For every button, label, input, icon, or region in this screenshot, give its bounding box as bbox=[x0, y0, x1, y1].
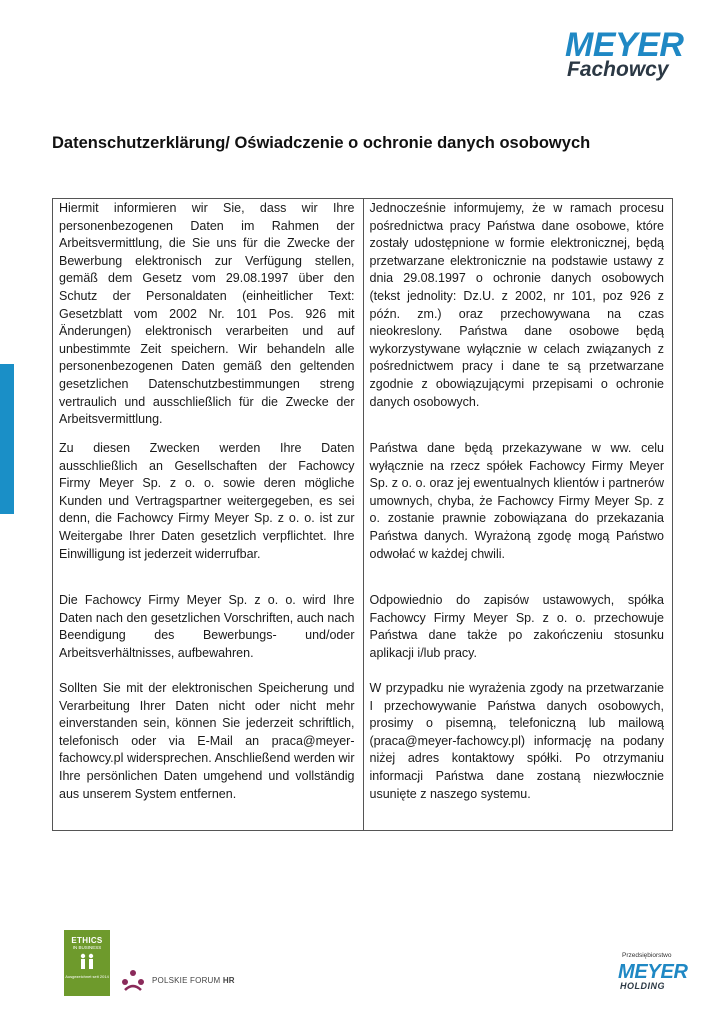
polish-column bbox=[363, 199, 673, 830]
pl-paragraph-2: Państwa dane będą przekazywane w ww. celu wyłącznie na rzecz spółek Fachowcy Firmy Meyer Sp. z o. o. oraz jej ewentualnych klientów i partnerów umownych, chyba, że Fachowcy Firmy Meyer Sp. z o. zostanie prawnie zobowiązana do przekazania Państwa danych. Wyrażoną zgodę mogą Państwo odwołać w każdej chwili. bbox=[369, 441, 664, 561]
page-title: Datenschutzerklärung/ Oświadczenie o ochronie danych osobowych bbox=[52, 134, 591, 152]
holding-sub: HOLDING bbox=[620, 981, 665, 991]
pl-paragraph-4: W przypadku nie wyrażenia zgody na przetwarzanie I przechowywanie Państwa danych osobowych, prosimy o pisemną, telefoniczną lub mailową (praca@meyer-fachowcy.pl) informację na podany niżej adres kontaktowy spółki. Po otrzymaniu informacji Państwa dane zostaną niezwłocznie usunięte z naszego systemu. bbox=[369, 681, 664, 801]
footer-badges bbox=[64, 930, 264, 1000]
forum-hr-label bbox=[152, 976, 235, 985]
holding-brand: MEYER bbox=[618, 961, 688, 983]
meyer-holding-logo bbox=[618, 952, 698, 1000]
logo-brand: MEYER bbox=[565, 26, 684, 64]
de-paragraph-1: Hiermit informieren wir Sie, dass wir Ihre personenbezogenen Daten im Rahmen der Arbeitsvermittlung, die Sie uns für die Zwecke der Bewerbung elektronisch zur Verfügung stellen, gemäß dem Gesetz vom 29.08.1997 über den Schutz der Personaldaten (einheitlicher Text: Gesetzblatt vom 2002 Nr. 101 Pos. 926 mit Änderungen) elektronisch verarbeiten und auf unbestimmte Zeit speichern. Wir behandeln alle personenbezogenen Daten gemäß den geltenden gesetzlichen Datenschutzbestimmungen streng vertraulich und ausschließlich für die Zwecke der Arbeitsvermittlung. bbox=[59, 201, 355, 427]
people-icon bbox=[77, 952, 97, 972]
forum-hr-icon bbox=[120, 968, 146, 994]
ethics-in-business-badge bbox=[64, 930, 110, 996]
ethics-subtitle: IN BUSINESS bbox=[72, 945, 102, 950]
de-paragraph-4: Sollten Sie mit der elektronischen Speicherung und Verarbeitung Ihrer Daten nicht oder nicht mehr einverstanden sein, können Sie jederzeit schriftlich, telefonisch oder via E-Mail an praca@meyer-fachowcy.pl widersprechen. Anschließend werden wir Ihre persönlichen Daten umgehend und vollständig aus unserem System entfernen. bbox=[59, 681, 355, 801]
forum-hr-regular: POLSKIE FORUM bbox=[152, 976, 223, 985]
meyer-fachowcy-logo bbox=[565, 28, 695, 82]
logo-sub: Fachowcy bbox=[567, 58, 669, 81]
side-accent-bar bbox=[0, 364, 14, 514]
ethics-title: ETHICS bbox=[71, 936, 103, 945]
pl-paragraph-3: Odpowiednio do zapisów ustawowych, spółka Fachowcy Firmy Meyer Sp. z o. o. przechowuje Państwa dane także po zakończeniu stosunku aplikacji i/lub pracy. bbox=[369, 593, 664, 660]
ethics-note: Ausgezeichnet seit 2014 bbox=[65, 974, 109, 979]
holding-pre-label: Przedsiębiorstwo bbox=[622, 952, 672, 959]
de-paragraph-3: Die Fachowcy Firmy Meyer Sp. z o. o. wird Ihre Daten nach den gesetzlichen Vorschriften, auch nach Beendigung des Bewerbungs- und/oder Arbeitsverhältnisses, aufbewahren. bbox=[59, 593, 355, 660]
german-column bbox=[53, 199, 363, 830]
pl-paragraph-1: Jednocześnie informujemy, że w ramach procesu pośrednictwa pracy Państwa dane osobowe, które zostały udostępnione w formie elektronicznej, będą przetwarzane elektronicznie na podstawie ustawy z dnia 29.08.1997 o ochronie danych osobowych (tekst jednolity: Dz.U. z 2002, nr 101, poz 926 z późn. zm.) oraz przechowywana na czas nieokreslony. Państwa dane osobowe będą wykorzystywane wyłącznie w celach związanych z pośrednictwem pracy i dane te są przetwarzane zgodnie z obowiązującymi przepisami o ochronie danych osobowych. bbox=[369, 201, 664, 409]
bilingual-table bbox=[52, 198, 673, 831]
de-paragraph-2: Zu diesen Zwecken werden Ihre Daten ausschließlich an Gesellschaften der Fachowcy Firmy Meyer Sp. z o. o. sowie deren mögliche Kunden und Vertragspartner weitergegeben, es sei denn, die Fachowcy Firmy Meyer Sp. z o. o. ist zur Weitergabe Ihrer Daten gesetzlich verpflichtet. Ihre Einwilligung ist jederzeit widerrufbar. bbox=[59, 441, 355, 561]
forum-hr-bold: HR bbox=[222, 976, 235, 985]
